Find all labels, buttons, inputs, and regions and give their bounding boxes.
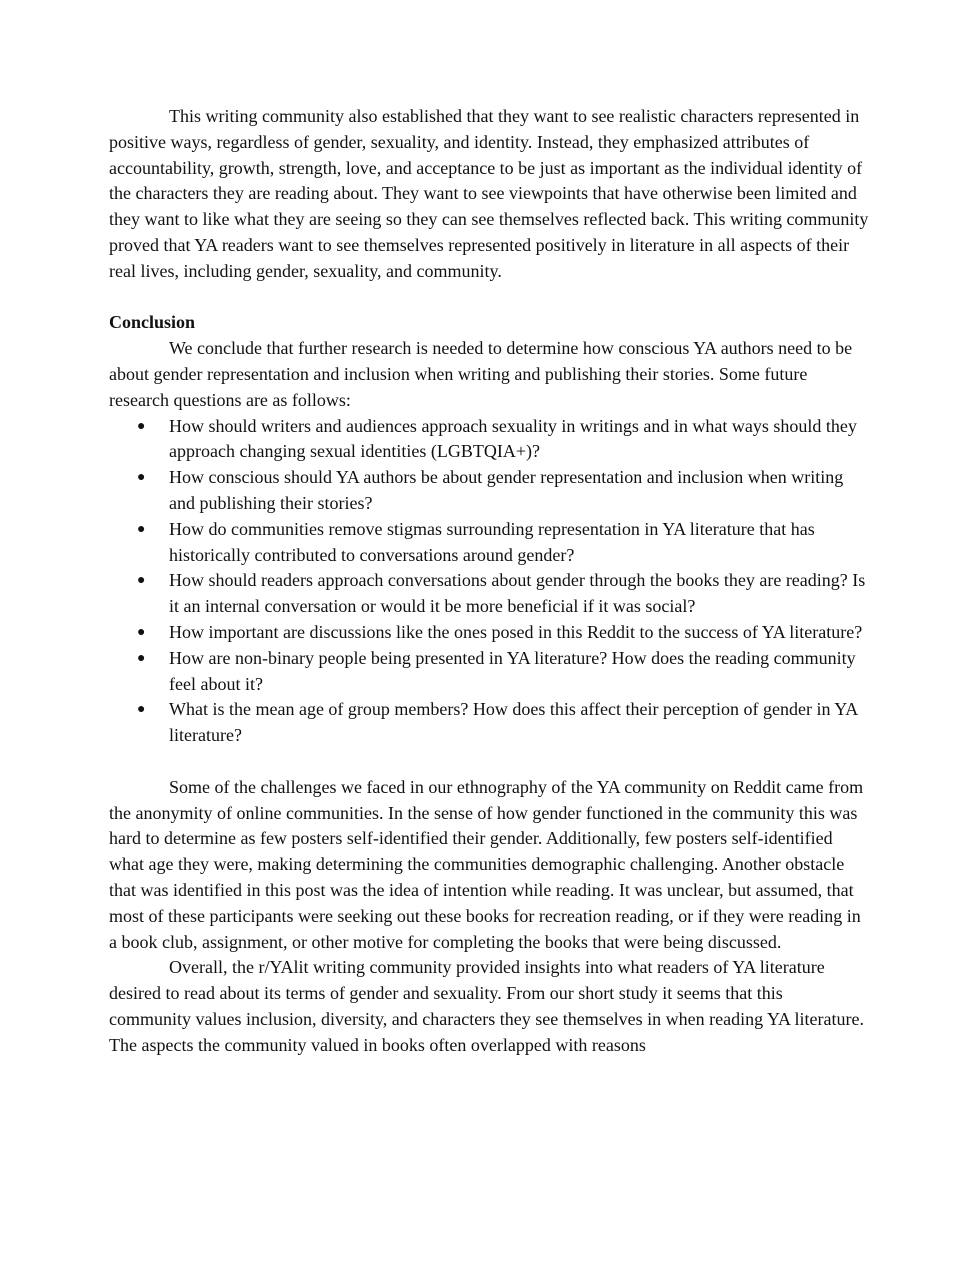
list-item — [109, 517, 869, 569]
bullet-icon: ● — [137, 573, 146, 589]
bullet-icon: ● — [137, 650, 146, 666]
intro-paragraph: This writing community also established that they want to see realistic characters represented in positive ways, regardless of gender, sexuality, and identity. Instead, they emphasized attributes of accountability, growth, strength, love, and acceptance to be just as important as the individual identity of the characters they are reading about. They want to see viewpoints that have otherwise been limited and they want to like what they are seeing so they can see themselves reflected back. This writing community proved that YA readers want to see themselves represented positively in literature in all aspects of their real lives, including gender, sexuality, and community. — [109, 106, 869, 281]
list-item — [109, 568, 869, 620]
question-text: How should writers and audiences approach sexuality in writings and in what ways should they approach changing sexual identities (LGBTQIA+)? — [169, 415, 857, 462]
list-item — [109, 414, 869, 466]
list-item — [109, 620, 869, 646]
question-text: How conscious should YA authors be about gender representation and inclusion when writing and publishing their stories? — [169, 467, 844, 513]
overall-paragraph: Overall, the r/YAlit writing community provided insights into what readers of YA literature desired to read about its terms of gender and sexuality. From our short study it seems that this community values inclusion, diversity, and characters they see themselves in when reading YA literature. The aspects the community valued in books often overlapped with reasons — [109, 957, 864, 1055]
list-item — [109, 646, 869, 698]
question-text: How important are discussions like the ones posed in this Reddit to the success of YA literature? — [169, 621, 863, 642]
bullet-icon: ● — [137, 470, 146, 486]
document-body — [109, 104, 869, 1058]
bullet-icon: ● — [137, 521, 146, 537]
list-item — [109, 697, 869, 749]
question-text: What is the mean age of group members? How does this affect their perception of gender in YA literature? — [169, 699, 858, 746]
bullet-icon: ● — [137, 418, 146, 434]
list-item — [109, 465, 869, 517]
conclusion-paragraph: We conclude that further research is needed to determine how conscious YA authors need to be about gender representation and inclusion when writing and publishing their stories. Some future research questions are as follows: — [109, 338, 853, 410]
challenges-paragraph: Some of the challenges we faced in our ethnography of the YA community on Reddit came from the anonymity of online communities. In the sense of how gender functioned in the community this was hard to determine as few posters self-identified their gender. Additionally, few posters self-identified what age they were, making determining the communities demographic challenging. Another obstacle that was identified in this post was the idea of intention while reading. It was unclear, but assumed, that most of these participants were seeking out these books for recreation reading, or if they were reading in a book club, assignment, or other motive for completing the books that were being discussed. — [109, 776, 864, 952]
bullet-icon: ● — [137, 624, 146, 640]
question-text: How are non-binary people being presented in YA literature? How does the reading community feel about it? — [169, 647, 856, 694]
bullet-icon: ● — [137, 702, 146, 718]
question-text: How should readers approach conversations about gender through the books they are reading? Is it an internal conversation or would it be more beneficial if it was social? — [169, 570, 866, 617]
paragraph-spacer — [109, 285, 869, 311]
question-text: How do communities remove stigmas surrounding representation in YA literature that has historically contributed to conversations around gender? — [169, 518, 815, 565]
conclusion-heading: Conclusion — [109, 312, 196, 333]
research-questions-list — [109, 414, 869, 749]
paragraph-spacer — [109, 749, 869, 775]
